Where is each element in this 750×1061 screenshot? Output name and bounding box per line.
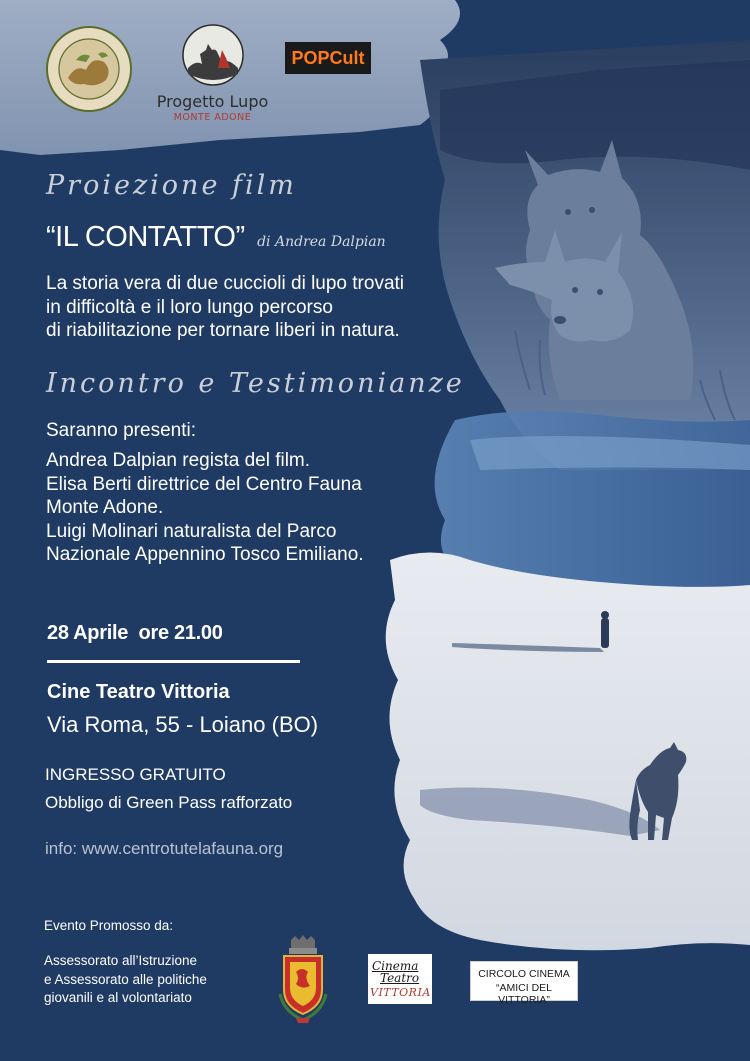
film-description-line: La storia vera di due cuccioli di lupo trovati [46, 273, 405, 294]
film-description-line: in difficoltà e il loro lungo percorso [46, 296, 333, 318]
popcult-text-b: ult [342, 47, 365, 68]
guest-line: Luigi Molinari naturalista del Parco [46, 520, 337, 542]
film-director: di Andrea Dalpian [257, 234, 386, 250]
film-description [46, 272, 446, 343]
meeting-heading: Incontro e Testimonianze [46, 368, 465, 399]
guest-line: Elisa Berti direttrice del Centro Fauna [46, 473, 362, 495]
cinema-teatro-logo [368, 954, 432, 1004]
event-address: Via Roma, 55 - Loiano (BO) [47, 712, 319, 737]
event-entry: INGRESSO GRATUITO [45, 765, 226, 784]
promoted-by-label: Evento Promosso da: [44, 918, 174, 933]
sponsor-line: e Assessorato alle politiche [44, 971, 207, 987]
circolo-line2: “AMICI DEL VITTORIA” [495, 982, 552, 1006]
event-venue: Cine Teatro Vittoria [47, 681, 230, 703]
film-title-row [46, 221, 386, 254]
film-title: “IL CONTATTO” [46, 221, 245, 253]
progetto-lupo-subtitle: MONTE ADONE [173, 112, 252, 123]
coat-of-arms-icon [274, 934, 332, 1024]
cinema-logo-line2: Teatro [380, 971, 420, 985]
sponsor-line: Assessorato all’Istruzione [44, 953, 198, 968]
guest-list [46, 449, 406, 567]
guest-line: Nazionale Appennino Tosco Emiliano. [46, 544, 364, 565]
film-description-line: di riabilitazione per tornare liberi in natura. [46, 320, 400, 341]
meeting-intro: Saranno presenti: [46, 420, 196, 441]
event-date: 28 Aprile ore 21.00 [47, 622, 223, 644]
film-heading: Proiezione film [46, 170, 297, 201]
popcult-text-a: POPC [291, 47, 343, 68]
guest-line: Andrea Dalpian regista del film. [46, 450, 311, 471]
circolo-line1: CIRCOLO CINEMA [478, 968, 570, 980]
wolf-moon-icon [182, 24, 244, 86]
info-link[interactable]: info: www.centrotutelafauna.org [45, 839, 284, 858]
popcult-logo [285, 42, 371, 74]
municipality-crest [274, 934, 332, 1024]
cinema-logo-line3: VITTORIA [370, 986, 431, 999]
centro-tutela-logo [46, 26, 132, 112]
cinema-logo-line1: Cinema [372, 959, 419, 973]
progetto-lupo-logo [150, 24, 275, 128]
centro-tutela-emblem-icon [46, 26, 132, 112]
sponsor-line: giovanili e al volontariato [44, 990, 192, 1005]
circolo-cinema-logo [470, 961, 578, 1006]
sponsor-text [44, 952, 254, 1008]
guest-line: Monte Adone. [46, 497, 164, 518]
progetto-lupo-title: Progetto Lupo [156, 92, 269, 111]
event-requirement: Obbligo di Green Pass rafforzato [45, 793, 293, 812]
